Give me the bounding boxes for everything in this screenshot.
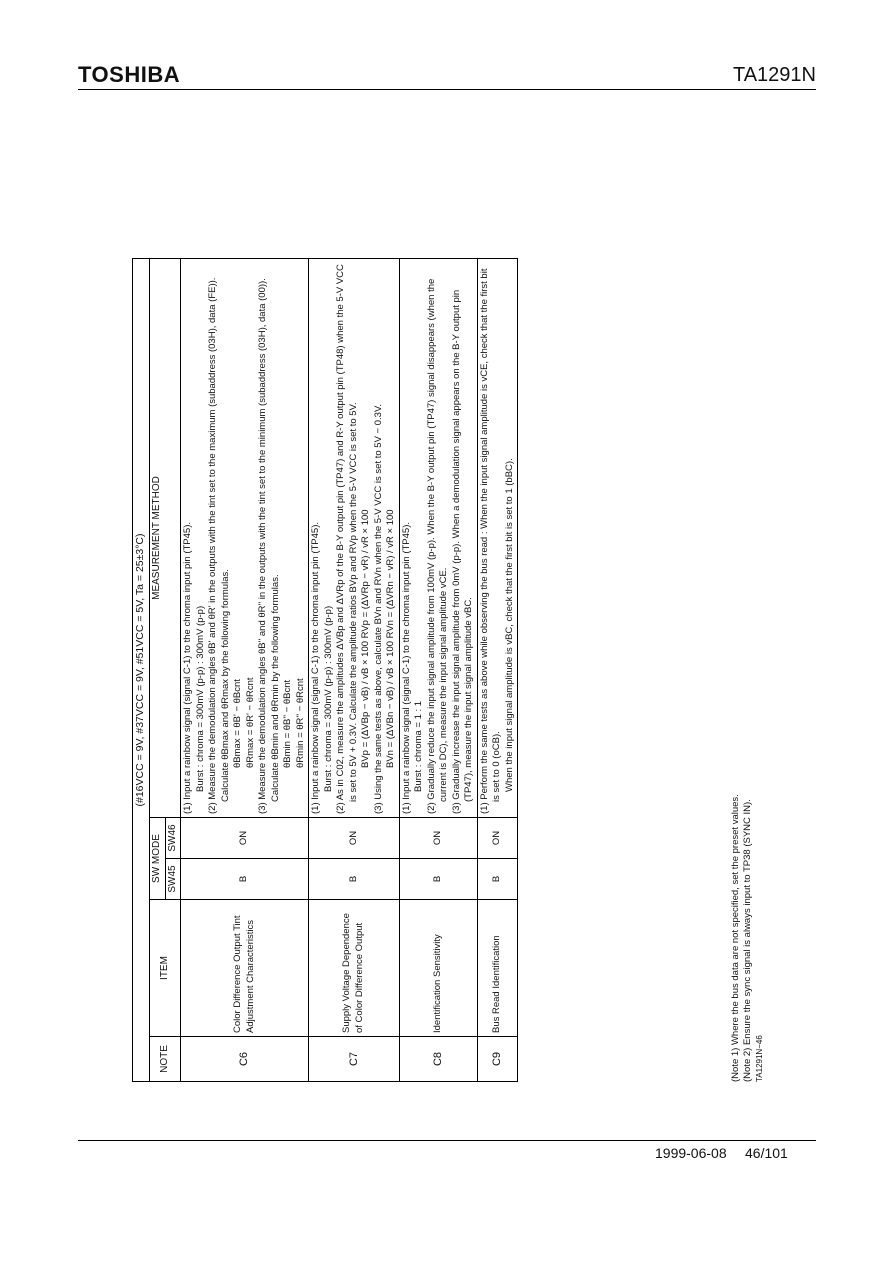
- formula: θRmax = θR' − θRcnt: [244, 677, 256, 768]
- rotated-table-area: [132, 258, 764, 1082]
- method-line: When the input signal amplitude is vBC, check that the first bit is set to 1 (bBC).: [503, 458, 515, 792]
- table-row: [477, 259, 518, 1082]
- method-step: (1) Perform the same tests as above while observing the bus read : When the input signal amplitude is vCE, check that the first bit is set to 0 (oCB).: [478, 268, 502, 814]
- formula: θBmin = θB'' − θBcnt: [282, 679, 293, 768]
- measurement-table: [132, 258, 518, 1082]
- table-row: [309, 259, 400, 1082]
- method-step: (1) Input a rainbow signal (signal C-1) to the chroma input pin (TP45).: [400, 522, 412, 814]
- test-conditions: (#16VCC = 9V, #37VCC = 9V, #51VCC = 5V, Ta = 25±3°C): [133, 259, 150, 1082]
- item-cell: Bus Read Identification: [477, 900, 518, 1037]
- sw46-cell: ON: [477, 818, 518, 859]
- method-step: (2) Measure the demodulation angles θB' and θR' in the outputs with the tint set to the maximum (subaddress (03H), data (FE)). Calculate θBmax and θRmax by the following formulas.: [207, 277, 231, 814]
- method-cell: [309, 259, 400, 818]
- method-line: Burst : chroma = 300mV (p-p) : 300mV (p-p): [322, 605, 334, 792]
- table-notes: [730, 794, 766, 1082]
- doc-id: TA1291N−46: [755, 1035, 764, 1082]
- header-divider: [78, 89, 816, 90]
- method-line: Burst : chroma = 1 : 1: [413, 700, 424, 792]
- brand-logo: TOSHIBA: [78, 62, 181, 87]
- formula: BVn = (ΔVBn − vB) / vB × 100 RVn = (ΔVRn − vR) / vR × 100: [385, 509, 396, 768]
- item-cell: Supply Voltage Dependence of Color Difference Output: [309, 900, 400, 1037]
- page-number: 46/101: [745, 1145, 788, 1161]
- sw45-cell: B: [181, 859, 309, 900]
- footer-date: 1999-06-08: [655, 1145, 727, 1161]
- col-sw46-header: SW46: [165, 818, 181, 859]
- sw45-cell: B: [399, 859, 477, 900]
- method-step: (3) Using the same tests as above, calculate BVn and RVn when the 5-V VCC is set to 5V − 0.3V.: [372, 403, 384, 814]
- sw46-cell: ON: [399, 818, 477, 859]
- measurement-table-landscape: [132, 258, 764, 1082]
- method-cell: [399, 259, 477, 818]
- col-note-header: NOTE: [150, 1037, 181, 1082]
- note-line: (Note 2) Ensure the sync signal is always input to TP38 (SYNC IN).: [742, 799, 753, 1082]
- note-cell: C6: [181, 1037, 309, 1082]
- method-line: Burst : chroma = 300mV (p-p) : 300mV (p-p): [194, 605, 206, 792]
- note-line: (Note 1) Where the bus data are not specified, set the preset values.: [730, 794, 741, 1082]
- sw45-cell: B: [477, 859, 518, 900]
- method-step: (1) Input a rainbow signal (signal C-1) to the chroma input pin (TP45).: [182, 522, 193, 814]
- col-item-header: ITEM: [150, 900, 181, 1037]
- table-row: [181, 259, 309, 1082]
- note-cell: C7: [309, 1037, 400, 1082]
- formula: BVp = (ΔVBp − vB) / vB × 100 RVp = (ΔVRp − vR) / vR × 100: [360, 509, 371, 768]
- method-cell: [477, 259, 518, 818]
- method-step: (2) As in C02, measure the amplitudes ΔVBp and ΔVRp of the B-Y output pin (TP47) and R-Y output pin (TP48) when the 5-V VCC is set to 5V + 0.3V. Calculate the amplitude ratios BVp and RVp when the 5-V VCC is set to 5V.: [335, 264, 359, 814]
- formula: θRmin = θR'' − θRcnt: [294, 678, 306, 768]
- sw46-cell: ON: [181, 818, 309, 859]
- note-cell: C8: [399, 1037, 477, 1082]
- method-step: (3) Gradually increase the input signal amplitude from 0mV (p-p). When a demodulation signal appears on the B-Y output pin (TP47), measure the input signal amplitude vBC.: [450, 289, 474, 814]
- footer-divider: [78, 1140, 816, 1141]
- col-method-header: MEASUREMENT METHOD: [150, 259, 181, 818]
- method-step: (3) Measure the demodulation angles θB'' and θR'' in the outputs with the tint set to the minimum (subaddress (03H), data (00)). Calculate θBmin and θRmin by the following formulas.: [257, 278, 281, 814]
- method-step: (2) Gradually reduce the input signal amplitude from 100mV (p-p). When the B-Y output pin (TP47) signal disappears (when the current is DC), measure the input signal amplitude vCE.: [425, 278, 449, 814]
- method-cell: [181, 259, 309, 818]
- sw45-cell: B: [309, 859, 400, 900]
- method-step: (1) Input a rainbow signal (signal C-1) to the chroma input pin (TP45).: [310, 522, 321, 814]
- col-swmode-header: SW MODE: [150, 818, 166, 900]
- col-sw45-header: SW45: [165, 859, 181, 900]
- table-row: [399, 259, 477, 1082]
- note-cell: C9: [477, 1037, 518, 1082]
- sw46-cell: ON: [309, 818, 400, 859]
- item-cell: Identification Sensitivity: [399, 900, 477, 1037]
- item-cell: Color Difference Output Tint Adjustment Characteristics: [181, 900, 309, 1037]
- formula: θBmax = θB' − θBcnt: [232, 679, 243, 768]
- part-number: TA1291N: [732, 64, 816, 86]
